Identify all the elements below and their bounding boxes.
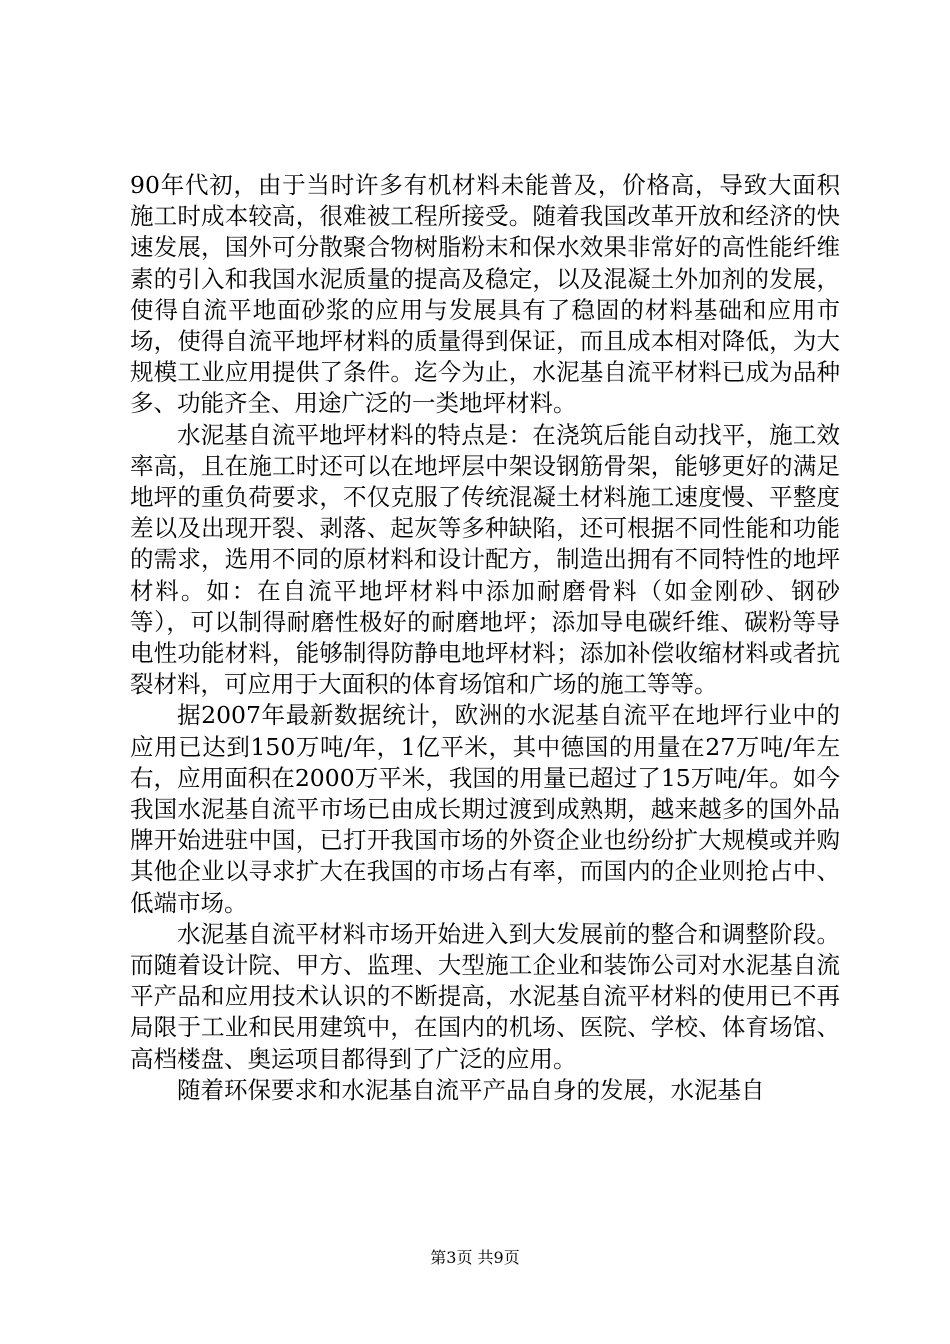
paragraph-features: 水泥基自流平地坪材料的特点是：在浇筑后能自动找平，施工效率高，且在施工时还可以在地坪层中架设钢筋骨架，能够更好的满足地坪的重负荷要求，不仅克服了传统混凝土材料施工速度慢、平整度差以及出现开裂、剥落、起灰等多种缺陷，还可根据不同性能和功能的需求，选用不同的原材料和设计配方，制造出拥有不同特性的地坪材料。如：在自流平地坪材料中添加耐磨骨料（如金刚砂、钢砂等），可以制得耐磨性极好的耐磨地坪；添加导电碳纤维、碳粉等导电性功能材料，能够制得防静电地坪材料；添加补偿收缩材料或者抗裂材料，可应用于大面积的体育场馆和广场的施工等等。 [130,420,840,699]
paragraph-statistics: 据2007年最新数据统计，欧洲的水泥基自流平在地坪行业中的应用已达到150万吨/年，1亿平米，其中德国的用量在27万吨/年左右，应用面积在2000万平米，我国的用量已超过了15万吨/年。如今我国水泥基自流平市场已由成长期过渡到成熟期，越来越多的国外品牌开始进驻中国，已打开我国市场的外资企业也纷纷扩大规模或并购其他企业以寻求扩大在我国的市场占有率，而国内的企业则抢占中、低端市场。 [130,701,840,917]
paragraph-trailing: 随着环保要求和水泥基自流平产品自身的发展，水泥基自 [177,1075,765,1104]
document-body [130,170,840,1106]
paragraph-continuation: 90年代初，由于当时许多有机材料未能普及，价格高，导致大面积施工时成本较高，很难被工程所接受。随着我国改革开放和经济的快速发展，国外可分散聚合物树脂粉末和保水效果非常好的高性能纤维素的引入和我国水泥质量的提高及稳定，以及混凝土外加剂的发展，使得自流平地面砂浆的应用与发展具有了稳固的材料基础和应用市场，使得自流平地坪材料的质量得到保证，而且成本相对降低，为大规模工业应用提供了条件。迄今为止，水泥基自流平材料已成为品种多、功能齐全、用途广泛的一类地坪材料。 [130,171,840,418]
page-number-footer: 第3页 共9页 [430,1248,520,1267]
paragraph-market-stage: 水泥基自流平材料市场开始进入到大发展前的整合和调整阶段。而随着设计院、甲方、监理、大型施工企业和装饰公司对水泥基自流平产品和应用技术认识的不断提高，水泥基自流平材料的使用已不再局限于工业和民用建筑中，在国内的机场、医院、学校、体育场馆、高档楼盘、奥运项目都得到了广泛的应用。 [130,919,840,1073]
